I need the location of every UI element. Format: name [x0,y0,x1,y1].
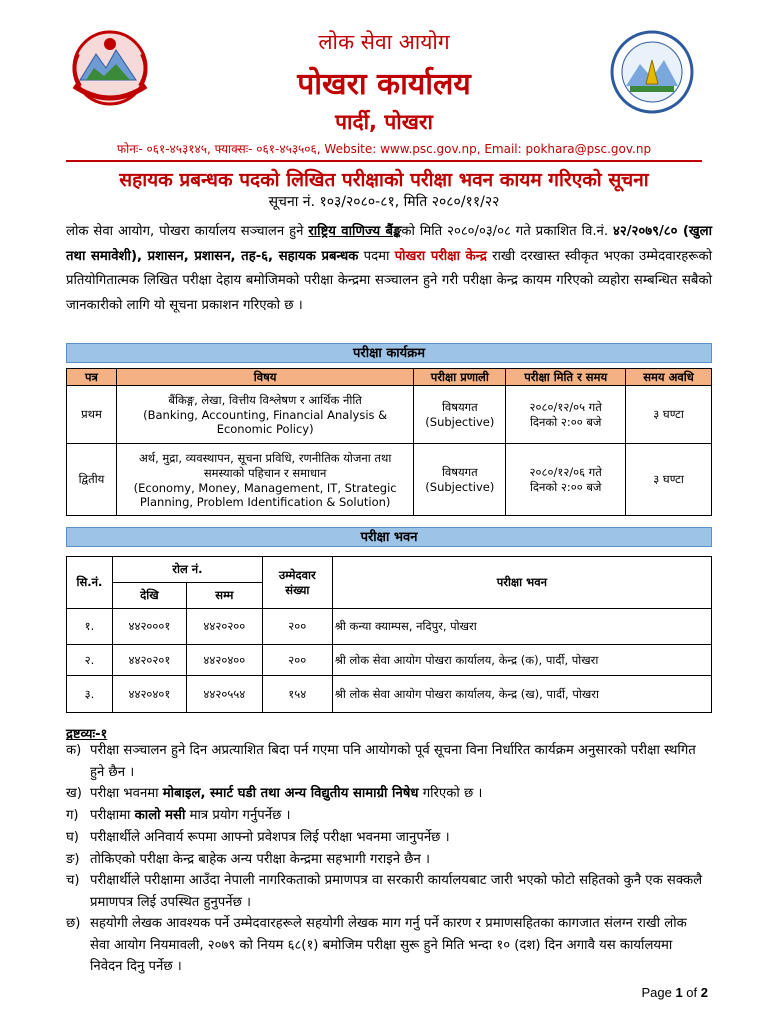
note-key: ग) [66,808,79,823]
roll-from-cell: ४४२०४०१ [112,676,186,713]
subject-np: बैंकिङ्ग, लेखा, वित्तीय विश्लेषण र आर्थिक नीति [168,393,362,407]
centers-table [66,556,712,713]
note-text: तोकिएको परीक्षा केन्द्र बाहेक अन्य परीक्षा केन्द्रमा सहभागी गराइने छैन । [90,852,431,867]
paper-cell: प्रथम [67,386,117,444]
page-of: of [682,985,701,1000]
page-total: 2 [700,985,708,1000]
note-item [66,805,706,827]
system-np: विषयगत [441,465,478,479]
notice-number: सूचना नं. १०३/२०८०-८१, मिति २०८०/११/२२ [268,194,500,210]
roll-to-cell: ४४२०२०० [186,609,262,645]
note-key: क) [66,743,82,758]
col-roll: रोल नं. [112,557,262,583]
office-name: पोखरा कार्यालय [297,67,471,102]
centers-band: परीक्षा भवन [66,527,712,547]
schedule-table [66,368,712,516]
system-cell [414,444,506,516]
note-bold: कालो मसी [134,808,186,823]
note-item [66,849,706,871]
note-text: परीक्षा सञ्चालन हुने दिन अप्रत्याशित बिदा पर्न गएमा पनि आयोगको पूर्व सूचना विना निर्धारित कार्यक्रम अनुसारको परीक्षा स्थगित हुने छैन । [90,743,696,780]
system-np: विषयगत [441,400,478,414]
body-text-3: पदमा [358,248,395,264]
note-key: घ) [66,830,79,845]
table-row [67,676,712,713]
advert-details: ४२/२०७९/८० (खुला तथा समावेशी), प्रशासन, प्रशासन, तह-६, सहायक प्रबन्धक [66,224,712,264]
note-text: गरिएको छ । [418,786,483,801]
notes-heading: द्रष्टव्यः-१ [66,727,108,742]
exam-date: २०८०/१२/०६ गते [529,464,602,479]
table-row [67,444,712,516]
count-cell: १५४ [262,676,332,713]
center-cell: श्री लोक सेवा आयोग पोखरा कार्यालय, केन्द्र (क), पार्दी, पोखरा [332,645,711,676]
col-subject: विषय [116,369,413,386]
note-key: छ) [66,916,81,931]
exam-center-name: पोखरा परीक्षा केन्द्र [394,248,487,264]
count-cell: २०० [262,609,332,645]
note-item [66,783,706,805]
subject-cell [116,444,413,516]
notice-body [66,220,712,318]
col-to: सम्म [186,583,262,609]
col-duration: समय अवधि [626,369,712,386]
contact-line: फोनः- ०६१-४५३१४५, फ्याक्सः- ०६१-४५३५०६, Website: www.psc.gov.np, Email: pokhara@psc.gov.np [116,142,652,156]
note-bold: मोबाइल, स्मार्ट घडी तथा अन्य विद्युतीय सामाग्री निषेध [162,786,419,801]
roll-from-cell: ४४२०२०१ [112,645,186,676]
schedule-header-row [67,369,712,386]
note-text: परीक्षा भवनमा [90,786,163,801]
duration-cell: ३ घण्टा [626,444,712,516]
body-text-2: को मिति २०८०/०३/०८ गते प्रकाशित वि.नं. [401,224,613,239]
body-text-1: लोक सेवा आयोग, पोखरा कार्यालय सञ्चालन हुने [66,224,309,239]
page-number [641,985,708,1000]
subject-np: अर्थ, मुद्रा, व्यवस्थापन, सूचना प्रविधि, रणनीतिक योजना तथा समस्याको पहिचान र समाधान [138,450,392,480]
exam-date: २०८०/१२/०५ गते [529,399,602,414]
system-en: (Subjective) [425,415,495,429]
note-text: परीक्षामा [90,808,135,823]
notice-title: सहायक प्रबन्धक पदको लिखित परीक्षाको परीक्षा भवन कायम गरिएको सूचना [119,169,649,191]
header-divider [66,160,702,162]
office-location: पार्दी, पोखरा [335,110,433,134]
col-paper: पत्र [67,369,117,386]
note-key: ङ) [66,852,80,867]
table-row [67,645,712,676]
note-text: सहयोगी लेखक आवश्यक पर्ने उम्मेदवारहरूले सहयोगी लेखक माग गर्नु पर्ने कारण र प्रमाणसहितका कागजात संलग्न राखी लोक सेवा आयोग नियमावली, २०७९ को नियम ६८(१) बमोजिम परीक्षा सुरू हुने मिति भन्दा १० (दश) दिन अगावै यस कार्यालयमा निवेदन दिनु पर्नेछ । [90,916,687,974]
center-cell: श्री कन्या क्याम्पस, नदिपुर, पोखरा [332,609,711,645]
page-label: Page [641,985,676,1000]
schedule-band: परीक्षा कार्यक्रम [66,343,712,363]
table-row [67,609,712,645]
exam-time: दिनको २:०० बजे [529,479,602,494]
org-name: लोक सेवा आयोग [318,30,450,54]
date-cell [506,386,626,444]
body-text-4: राखी दरखास्त स्वीकृत भएका उम्मेदवारहरूको प्रतियोगितात्मक लिखित परीक्षा देहाय बमोजिमको परीक्षा केन्द्रमा सञ्चालन हुने गरी परीक्षा केन्द्र कायम गरिएको व्यहोरा सम्बन्धित सबैको जानकारीको लागि यो सूचना प्रकाशन गरिएको छ । [66,248,713,313]
note-item [66,827,706,849]
col-from: देखि [112,583,186,609]
note-item [66,913,706,978]
subject-en: (Banking, Accounting, Financial Analysis & Economic Policy) [143,408,388,436]
sn-cell: १. [67,609,113,645]
center-cell: श्री लोक सेवा आयोग पोखरा कार्यालय, केन्द्र (ख), पार्दी, पोखरा [332,676,711,713]
bank-name: राष्ट्रिय वाणिज्य बैंङ्क [308,224,402,239]
system-en: (Subjective) [425,480,495,494]
sn-cell: ३. [67,676,113,713]
note-item [66,870,706,913]
page-current: 1 [675,985,683,1000]
note-text: मात्र प्रयोग गर्नुपर्नेछ । [185,808,291,823]
note-text: परीक्षार्थीले परीक्षामा आउँदा नेपाली नागरिकताको प्रमाणपत्र वा सरकारी कार्यालयबाट जारी भएको फोटो सहितको कुनै एक सक्कलै प्रमाणपत्र लिई उपस्थित हुनुपर्नेछ । [90,873,703,910]
col-count: उम्मेदवार संख्या [262,557,332,609]
count-cell: २०० [262,645,332,676]
note-key: ख) [66,786,82,801]
roll-to-cell: ४४२०५५४ [186,676,262,713]
centers-header-row [67,557,712,583]
col-center: परीक्षा भवन [332,557,711,609]
exam-time: दिनको २:०० बजे [529,414,602,429]
table-row [67,386,712,444]
roll-from-cell: ४४२०००१ [112,609,186,645]
col-sn: सि.नं. [67,557,113,609]
roll-to-cell: ४४२०४०० [186,645,262,676]
subject-en: (Economy, Money, Management, IT, Strategic Planning, Problem Identification & Solution) [133,480,397,509]
col-date: परीक्षा मिति र समय [506,369,626,386]
subject-cell [116,386,413,444]
paper-cell: द्वितीय [67,444,117,516]
duration-cell: ३ घण्टा [626,386,712,444]
note-key: च) [66,873,80,888]
col-system: परीक्षा प्रणाली [414,369,506,386]
note-text: परीक्षार्थीले अनिवार्य रूपमा आफ्नो प्रवेशपत्र लिई परीक्षा भवनमा जानुपर्नेछ । [90,830,450,845]
date-cell [506,444,626,516]
system-cell [414,386,506,444]
sn-cell: २. [67,645,113,676]
note-item [66,740,706,783]
